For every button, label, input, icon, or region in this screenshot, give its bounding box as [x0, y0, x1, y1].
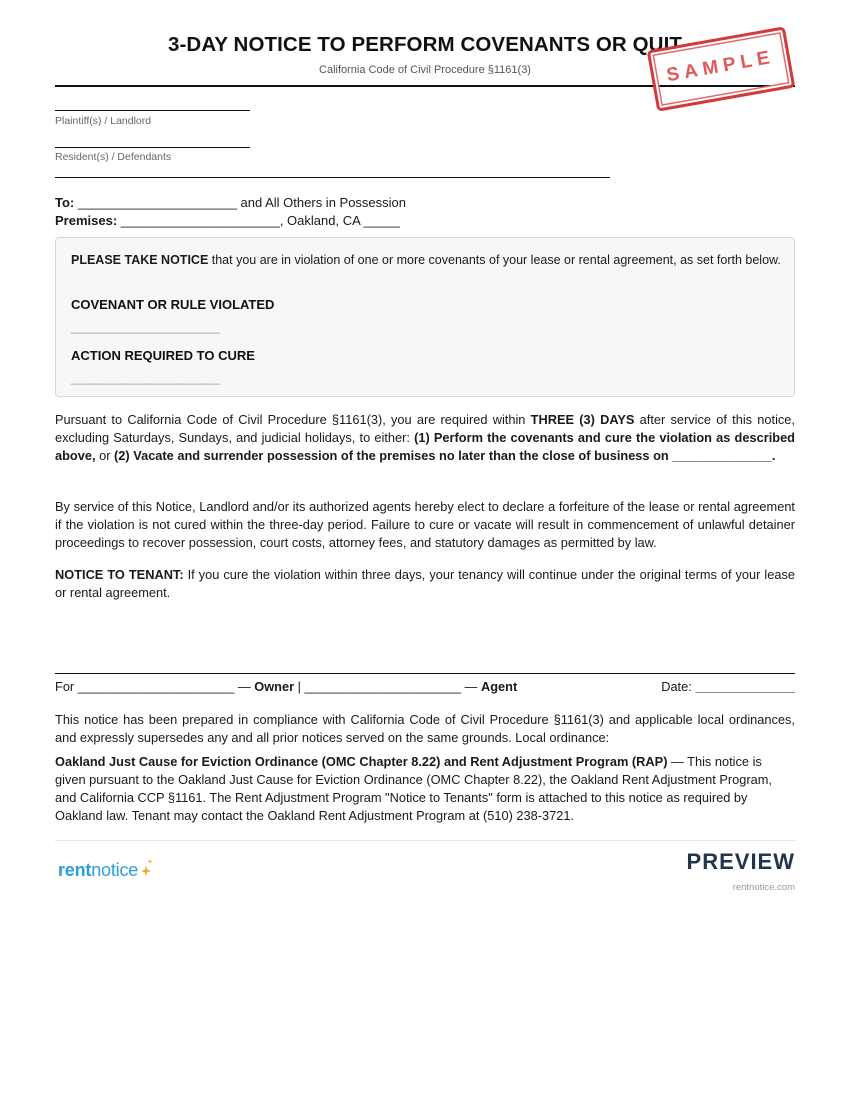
- paragraph-cure-or-quit: [55, 411, 795, 465]
- document-title: 3-DAY NOTICE TO PERFORM COVENANTS OR QUIT: [168, 33, 682, 56]
- document-subtitle: California Code of Civil Procedure §1161(3): [319, 64, 531, 76]
- premises-label: Premises:: [55, 213, 118, 228]
- ordinance-text: — This notice is given pursuant to the Oakland Just Cause for Eviction Ordinance (OMC Chapter 8.22), the Oakland Rent Adjustment Program, and California CCP §1161. The Rent Adjustment Program "Notice to Tenants" form is attached to this notice as required by Oakland law. Tenant may contact the Oakland Rent Adjustment Program at (510) 238-3721.: [55, 754, 772, 823]
- owner-label: Owner: [254, 679, 295, 694]
- p3-bold: NOTICE TO TENANT:: [55, 567, 184, 582]
- ordinance-paragraph: [55, 753, 795, 825]
- paragraph-forfeiture: By service of this Notice, Landlord and/or its authorized agents hereby elect to declare a forfeiture of the lease or rental agreement if the violation is not cured within the three-day period. Failure to cure or vacate will result in commencement of unlawful detainer proceedings to recover possession, court costs, attorney fees, and statutory damages as permitted by law.: [55, 499, 795, 550]
- signature-divider: [55, 673, 795, 674]
- to-value: ______________________ and All Others in Possession: [74, 195, 407, 210]
- p1-option-1: (1) Perform the covenants and cure the violation as described above,: [55, 430, 795, 463]
- plaintiff-label: Plaintiff(s) / Landlord: [55, 115, 152, 127]
- p1-option-2: (2) Vacate and surrender possession of the premises no later than the close of business on ______________.: [114, 448, 776, 463]
- signature-mid-text: | ______________________ —: [294, 679, 481, 694]
- premises-line: [55, 213, 400, 228]
- preview-label: PREVIEW: [686, 849, 795, 874]
- date-blank: ______________: [695, 679, 795, 694]
- p1-text-a: Pursuant to California Code of Civil Procedure §1161(3), you are required within: [55, 412, 531, 427]
- covenant-heading: COVENANT OR RULE VIOLATED: [71, 297, 275, 312]
- p1-text-e: or: [95, 448, 115, 463]
- notice-lead-bold: PLEASE TAKE NOTICE: [71, 253, 209, 267]
- paragraph-notice-to-tenant: [55, 566, 795, 602]
- resident-label: Resident(s) / Defendants: [55, 151, 172, 163]
- site-url: rentnotice.com: [732, 882, 795, 893]
- ordinance-title: Oakland Just Cause for Eviction Ordinance (OMC Chapter 8.22) and Rent Adjustment Program (RAP): [55, 754, 668, 769]
- to-line: [55, 195, 406, 210]
- notice-lead: [71, 251, 783, 269]
- premises-value: ______________________, Oakland, CA _____: [117, 213, 400, 228]
- compliance-paragraph: This notice has been prepared in compliance with California Code of Civil Procedure §1161(3) and applicable local ordinances, and expressly supersedes any and all prior notices served on the same grounds. Local ordinance:: [55, 712, 795, 745]
- notice-lead-text: that you are in violation of one or more covenants of your lease or rental agreement, as set forth below.: [208, 253, 781, 267]
- date-label: Date:: [661, 679, 696, 694]
- footer-divider: [55, 840, 795, 841]
- to-label: To:: [55, 195, 75, 210]
- date-field: [661, 679, 795, 694]
- signature-line: [55, 679, 517, 694]
- covenant-blank: ________________________: [71, 320, 220, 334]
- logo-rent: rent: [58, 860, 92, 880]
- agent-label: Agent: [480, 679, 518, 694]
- p1-three-days: THREE (3) DAYS: [530, 412, 635, 427]
- for-text: For ______________________ —: [55, 679, 255, 694]
- p3-text: If you cure the violation within three days, your tenancy will continue under the original terms of your lease or rental agreement.: [55, 567, 796, 600]
- plaintiff-signature-line: [55, 110, 250, 111]
- logo-notice: notice: [91, 860, 139, 880]
- resident-signature-line: [55, 147, 250, 148]
- rentnotice-logo: [58, 860, 138, 881]
- sparkle-icon: [139, 858, 153, 880]
- stamp-text: SAMPLE: [664, 46, 777, 87]
- action-blank: ________________________: [71, 371, 220, 385]
- action-heading: ACTION REQUIRED TO CURE: [71, 348, 255, 363]
- party-divider: [55, 177, 610, 178]
- p1-text-c: after service of this notice, excluding Saturdays, Sundays, and judicial holidays, to either:: [55, 412, 795, 445]
- notice-box: [55, 237, 795, 397]
